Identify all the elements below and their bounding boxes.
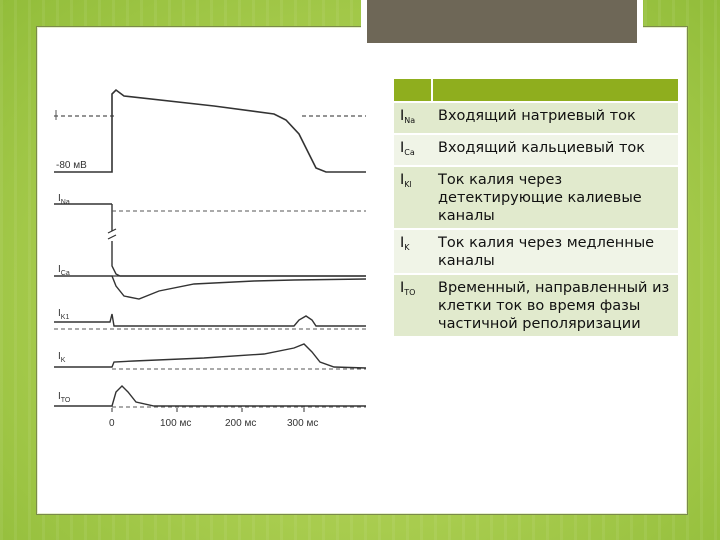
current-symbol: $I_K$ xyxy=(394,229,432,274)
table-header-cell xyxy=(394,79,432,102)
time-tick-100: 100 мс xyxy=(160,418,192,429)
current-symbol: $I_{TO}$ xyxy=(394,274,432,337)
ion-currents-table xyxy=(394,79,678,338)
current-description: Ток калия через детектирующие калиевые каналы xyxy=(432,166,678,229)
time-tick-300: 300 мс xyxy=(287,418,319,429)
table-header-cell xyxy=(432,79,678,102)
table-row xyxy=(394,134,678,166)
table-row xyxy=(394,229,678,274)
trace-label-ik: $I_K$ xyxy=(58,351,66,364)
table-row xyxy=(394,274,678,337)
current-symbol: $I_{Na}$ xyxy=(394,102,432,134)
ica-trace xyxy=(54,276,366,299)
title-placeholder xyxy=(361,0,643,50)
current-description: Входящий кальциевый ток xyxy=(432,134,678,166)
time-tick-200: 200 мс xyxy=(225,418,257,429)
action-potential-diagram xyxy=(54,86,384,432)
trace-label-ik1: $I_{K1}$ xyxy=(58,308,70,321)
ik-trace xyxy=(54,344,366,368)
ina-trace xyxy=(54,204,366,276)
trace-label-ito: $I_{TO}$ xyxy=(58,391,71,404)
trace-label-ina: $I_{Na}$ xyxy=(58,193,70,206)
action-potential-trace xyxy=(54,90,366,172)
ito-trace xyxy=(54,386,366,406)
current-description: Временный, направленный из клетки ток во время фазы частичной реполяризации xyxy=(432,274,678,337)
current-description: Ток калия через медленные каналы xyxy=(432,229,678,274)
table-header-row xyxy=(394,79,678,102)
time-tick-0: 0 xyxy=(109,418,115,429)
current-symbol: $I_{Ca}$ xyxy=(394,134,432,166)
voltage-label: -80 мВ xyxy=(56,160,87,171)
current-description: Входящий натриевый ток xyxy=(432,102,678,134)
table-row xyxy=(394,102,678,134)
current-symbol: $I_{Kl}$ xyxy=(394,166,432,229)
title-box xyxy=(367,0,637,43)
trace-label-ica: $I_{Ca}$ xyxy=(58,264,70,277)
table-row xyxy=(394,166,678,229)
ik1-trace xyxy=(54,314,366,326)
